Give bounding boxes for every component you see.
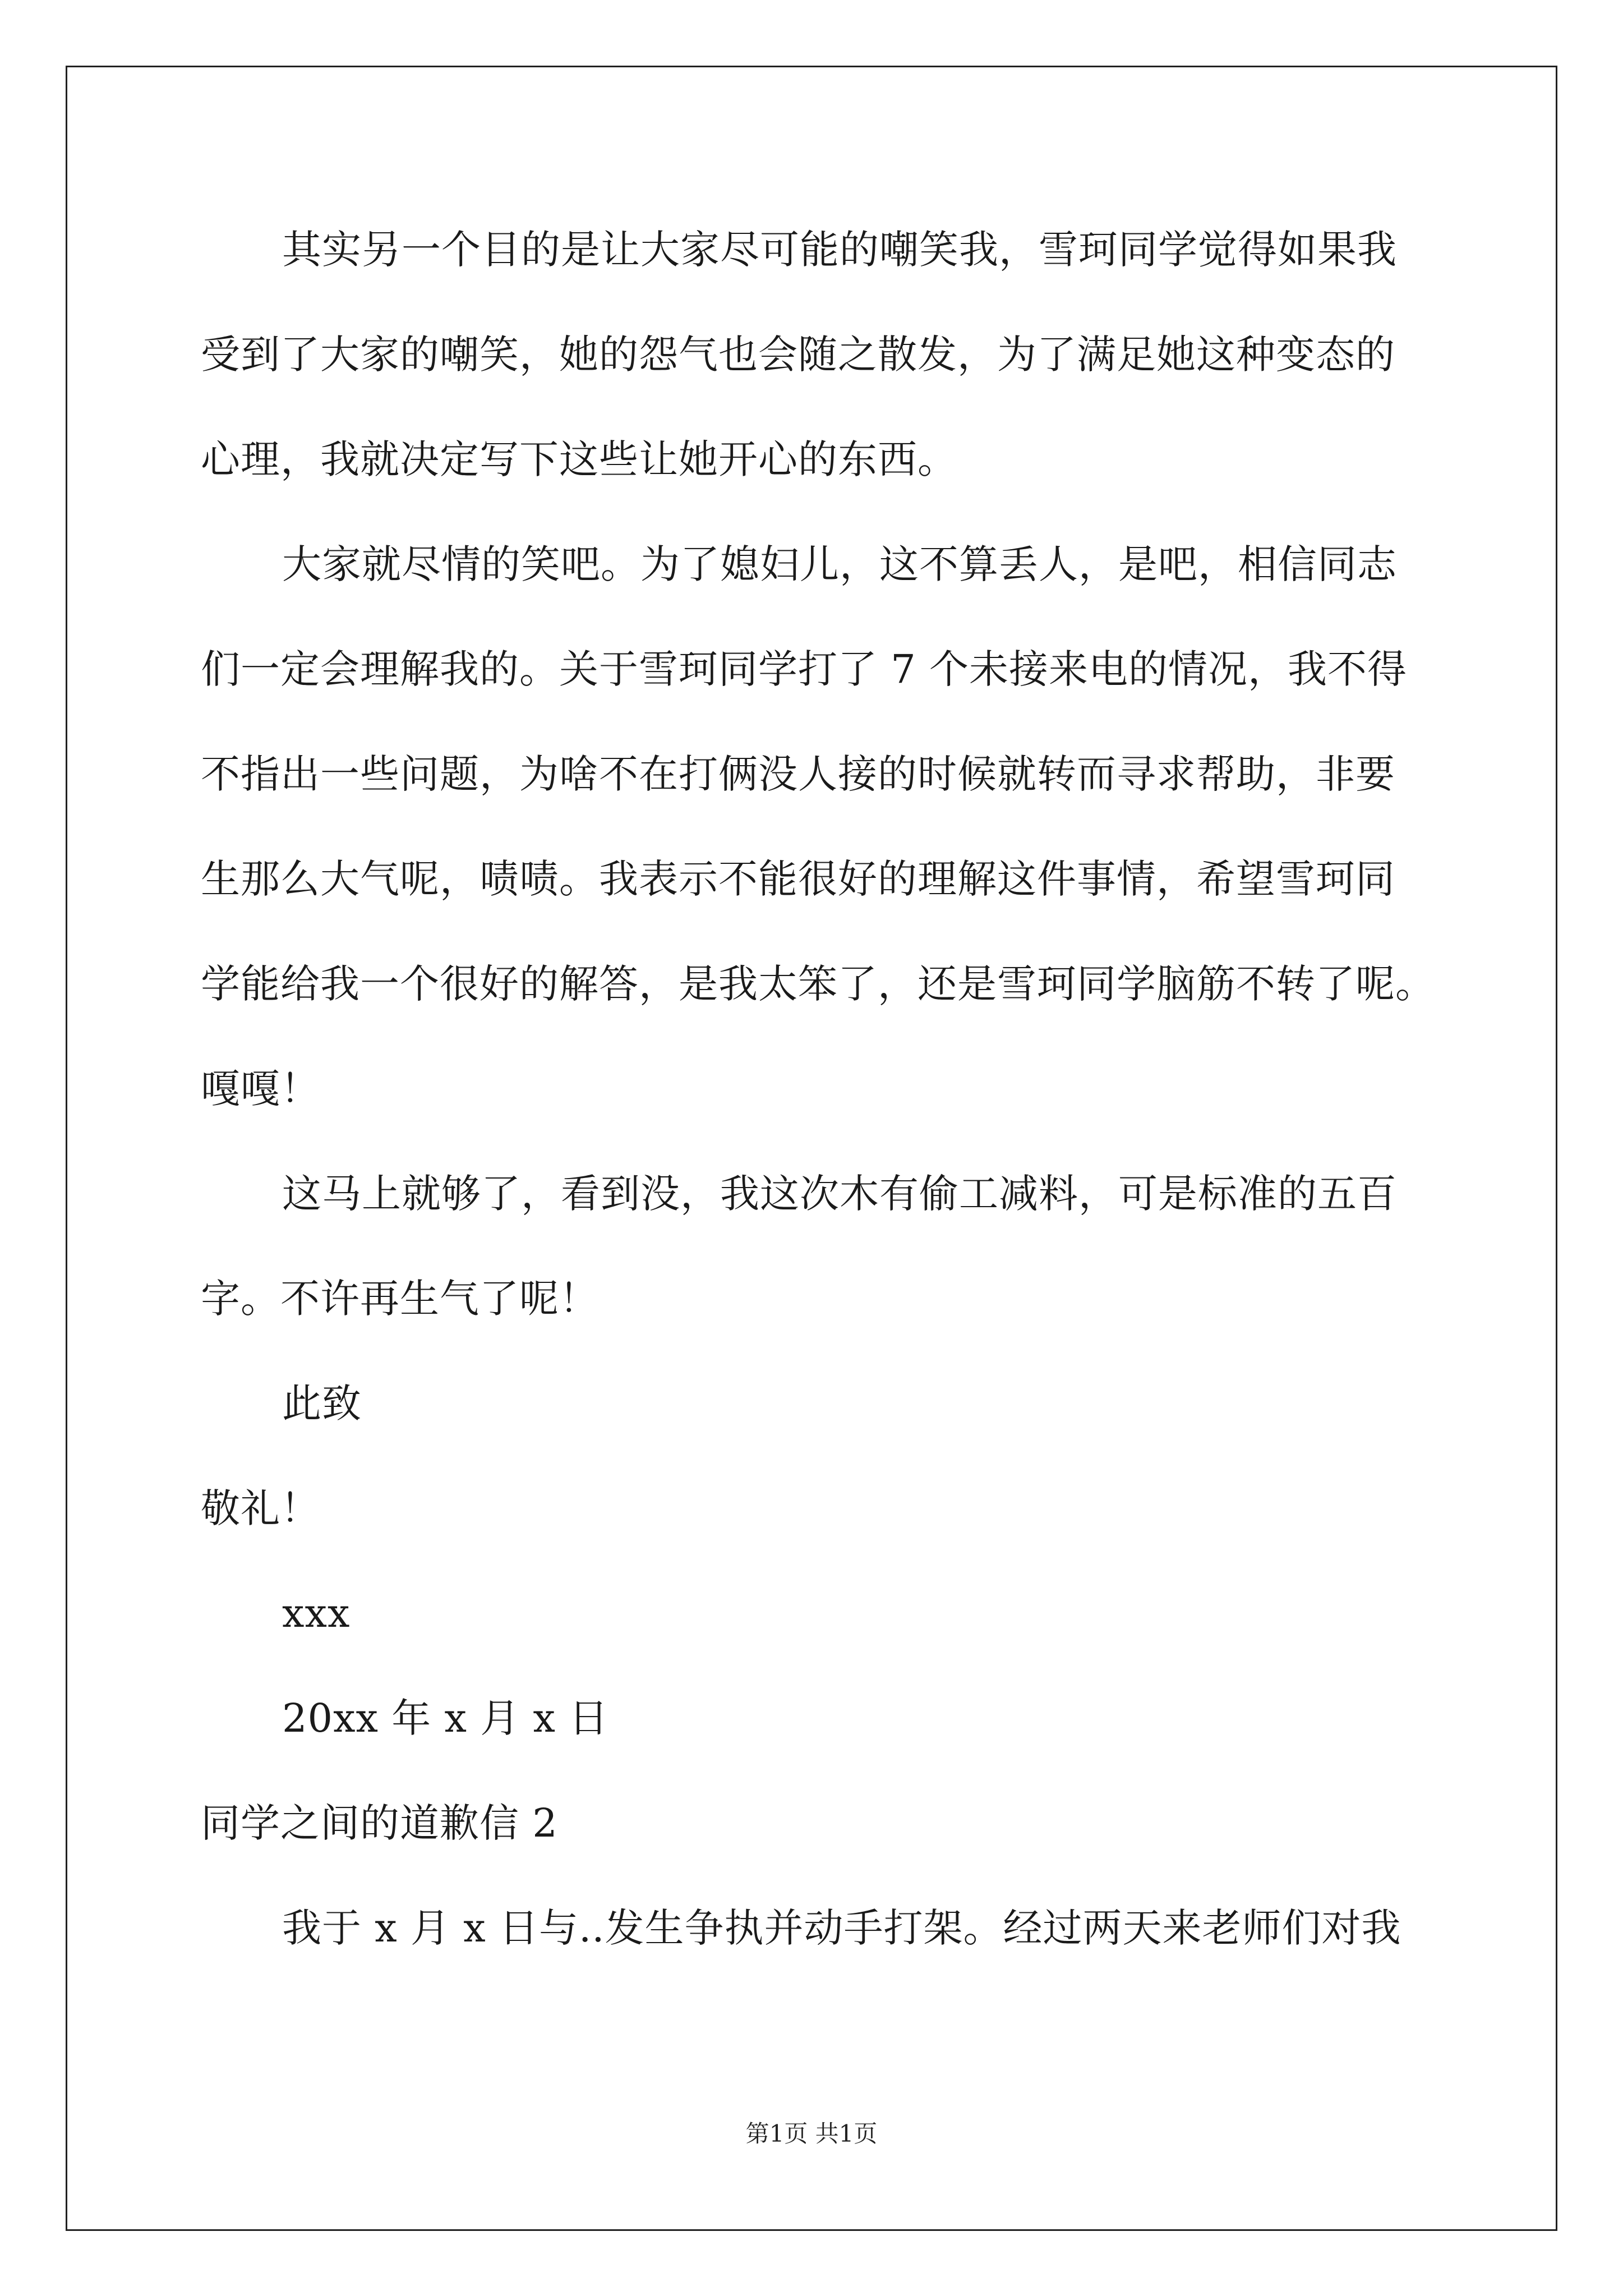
section-title: 同学之间的道歉信 2	[201, 1800, 558, 1846]
text-line: 们一定会理解我的。关于雪珂同学打了 7 个未接来电的情况，我不得	[201, 646, 1408, 692]
text-line: 字。不许再生气了呢！	[201, 1276, 599, 1322]
text-line: 我于 x 月 x 日与..发生争执并动手打架。经过两天来老师们对我	[282, 1905, 1401, 1951]
document-body	[201, 216, 1463, 1999]
page-footer: 第1页 共1页	[745, 2120, 878, 2147]
text-line: 心理，我就决定写下这些让她开心的东西。	[201, 436, 957, 482]
text-line: 其实另一个目的是让大家尽可能的嘲笑我，雪珂同学觉得如果我	[282, 227, 1397, 273]
signature-date: 20xx 年 x 月 x 日	[282, 1695, 609, 1741]
text-line: 生那么大气呢，啧啧。我表示不能很好的理解这件事情，希望雪珂同	[201, 856, 1395, 902]
text-line: 受到了大家的嘲笑，她的怨气也会随之散发，为了满足她这种变态的	[201, 332, 1395, 378]
signature-name: xxx	[282, 1590, 351, 1636]
text-line: 大家就尽情的笑吧。为了媳妇儿，这不算丢人，是吧，相信同志	[282, 541, 1397, 587]
text-line: 学能给我一个很好的解答，是我太笨了，还是雪珂同学脑筋不转了呢。	[201, 961, 1435, 1007]
text-line: 嘎嘎！	[201, 1066, 320, 1112]
closing-salutation: 此致	[282, 1381, 362, 1427]
closing-regards: 敬礼！	[201, 1485, 320, 1531]
text-line: 这马上就够了，看到没，我这次木有偷工减料，可是标准的五百	[282, 1171, 1397, 1217]
text-line: 不指出一些问题，为啥不在打俩没人接的时候就转而寻求帮助，非要	[201, 751, 1395, 797]
